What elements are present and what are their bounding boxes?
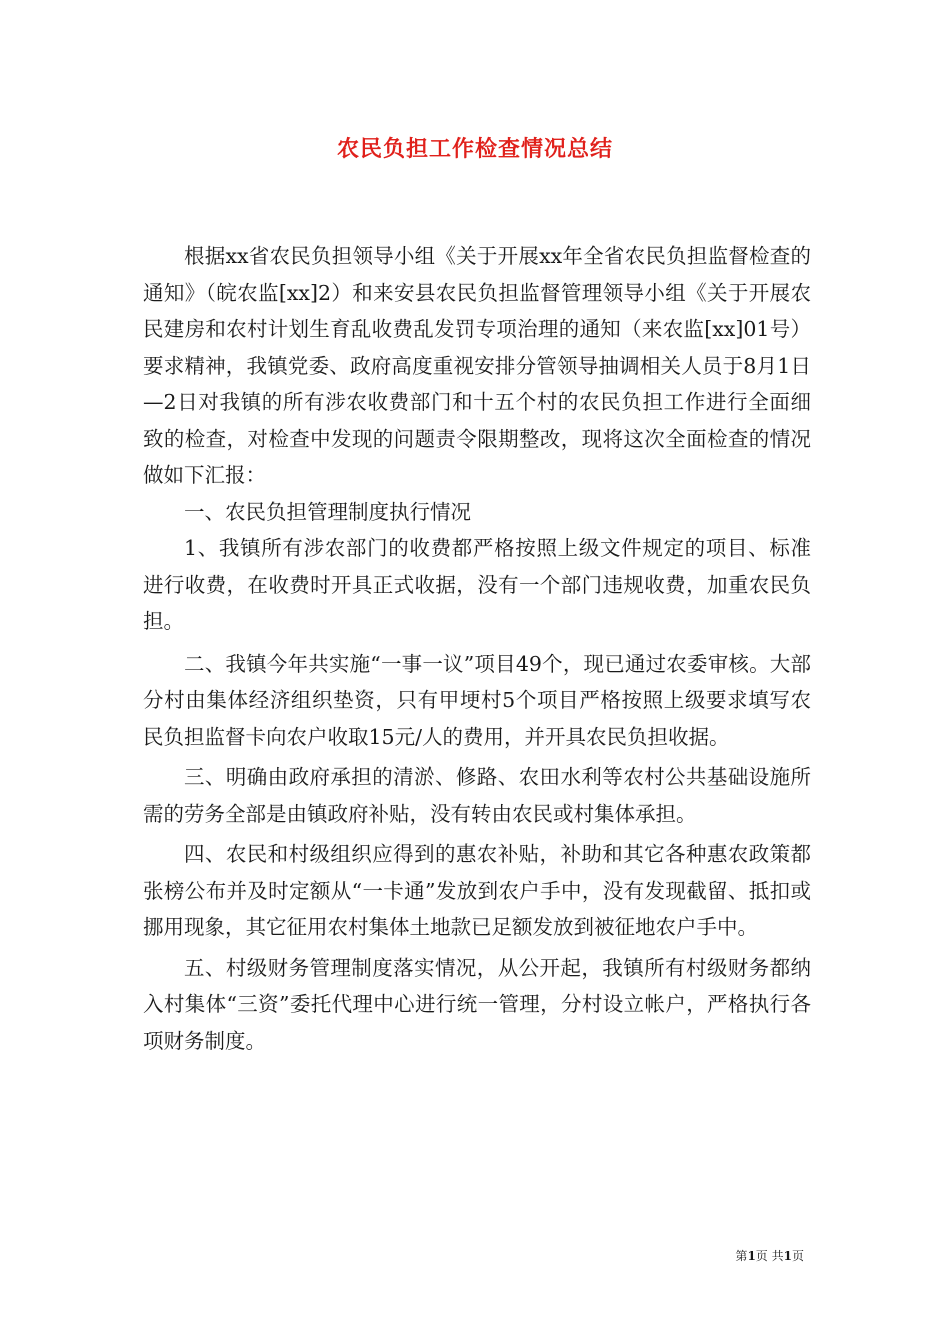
paragraph-item-5: 五、村级财务管理制度落实情况，从公开起，我镇所有村级财务都纳入村集体“三资”委托代理中心进行统一管理，分村设立帐户，严格执行各项财务制度。 (143, 955, 811, 1053)
paragraph-item-2: 二、我镇今年共实施“一事一议”项目49个，现已通过农委审核。大部分村由集体经济组织垫资，只有甲埂村5个项目严格按照上级要求填写农民负担监督卡向农户收取15元/人的费用，并开具农民负担收据。 (143, 651, 811, 749)
footer-middle: 页 共 (755, 1249, 784, 1263)
intro-paragraph: 根据xx省农民负担领导小组《关于开展xx年全省农民负担监督检查的通知》（皖农监[xx]2）和来安县农民负担监督管理领导小组《关于开展农民建房和农村计划生育乱收费乱发罚专项治理的通知（来农监[xx]01号）要求精神，我镇党委、政府高度重视安排分管领导抽调相关人员于8月1日—2日对我镇的所有涉农收费部门和十五个村的农民负担工作进行全面细致的检查，对检查中发现的问题责令限期整改，现将这次全面检查的情况做如下汇报： (143, 244, 811, 487)
document-title: 农民负担工作检查情况总结 (336, 136, 613, 162)
page-footer (735, 1247, 804, 1264)
footer-suffix: 页 (791, 1249, 804, 1263)
paragraph-item-1: 1、我镇所有涉农部门的收费都严格按照上级文件规定的项目、标准进行收费，在收费时开具正式收据，没有一个部门违规收费，加重农民负担。 (143, 536, 811, 633)
document-body (143, 238, 811, 1059)
paragraph-item-3: 三、明确由政府承担的清淤、修路、农田水利等农村公共基础设施所需的劳务全部是由镇政府补贴，没有转由农民或村集体承担。 (143, 765, 811, 826)
footer-prefix: 第 (735, 1249, 748, 1263)
footer-total-pages: 1 (783, 1249, 792, 1263)
paragraph-item-4: 四、农民和村级组织应得到的惠农补贴，补助和其它各种惠农政策都张榜公布并及时定额从“一卡通”发放到农户手中，没有发现截留、抵扣或挪用现象，其它征用农村集体土地款已足额发放到被征地农户手中。 (143, 842, 811, 939)
section-heading-1: 一、农民负担管理制度执行情况 (184, 499, 471, 524)
footer-page-number: 1 (747, 1249, 756, 1263)
